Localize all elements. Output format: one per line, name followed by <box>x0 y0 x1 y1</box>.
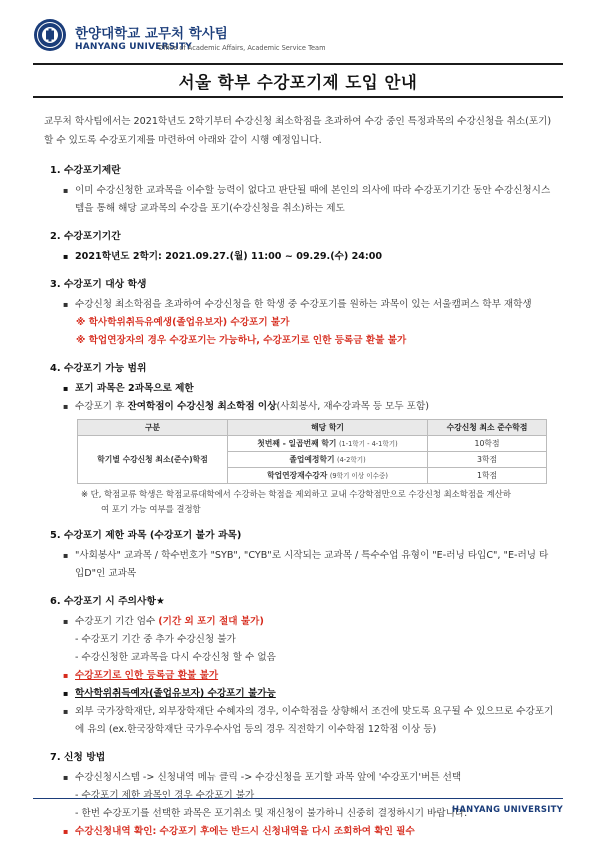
section-7-bullet: ▪ 수강신청시스템 -> 신청내역 메뉴 클릭 -> 수강신청을 포기할 과목 앞에 '수강포기'버튼 선택 <box>44 769 556 787</box>
bullet-2-emphasis: 잔여학점이 수강신청 최소학점 이상 <box>127 401 277 412</box>
section-7 <box>44 747 556 841</box>
table-header: 구분 <box>78 420 228 436</box>
section-3 <box>44 274 556 350</box>
term-detail: (9학기 이상 이수중) <box>329 472 388 480</box>
section-2-bullet: ▪ 2021학년도 2학기: 2021.09.27.(월) 11:00 ~ 09.29.(수) 24:00 <box>44 248 556 266</box>
section-3-warning-2: ※ 학업연장자의 경우 수강포기는 가능하나, 수강포기로 인한 등록금 환불 불가 <box>76 335 407 346</box>
section-1-bullet: ▪ 이미 수강신청한 교과목을 이수할 능력이 없다고 판단될 때에 본인의 의사에 따라 수강포기기간 동안 수강신청시스템을 통해 해당 교과목의 수강을 포기(수강신청을 취소)하는 제도 <box>44 182 556 218</box>
intro-paragraph: 교무처 학사팀에서는 2021학년도 2학기부터 수강신청 최소학점을 초과하여 수강 중인 특정과목의 수강신청을 취소(포기)할 수 있도록 수강포기제를 마련하여 아래와 같이 시행 예정입니다. <box>44 116 552 146</box>
section-4-bullet-2 <box>44 398 556 416</box>
section-4-note-line-1: ※ 단, 학점교류 학생은 학점교류대학에서 수강하는 학점을 제외하고 교내 수강학점만으로 수강신청 최소학점을 계산하 <box>81 489 511 499</box>
section-6-bullet-3: ▪ 학사학위취득예자(졸업유보자) 수강포기 불가능 <box>44 685 556 703</box>
section-7-dash-1: - 수강포기 제한 과목인 경우 수강포기 불가 <box>75 790 255 801</box>
term-detail: (4-2학기) <box>337 456 366 464</box>
table-header: 수강신청 최소 준수학점 <box>428 420 547 436</box>
table-cell-term <box>228 468 428 484</box>
table-header-row <box>78 420 547 436</box>
footer-rule <box>33 798 563 799</box>
table-cell-term <box>228 436 428 452</box>
section-6-bullet-4: ▪ 외부 국가장학재단, 외부장학재단 수혜자의 경우, 이수학점을 상향해서 조건에 맞도록 요구될 수 있으므로 수강포기에 유의 (ex.한국장학재단 국가우수사업 등의 경우 직전학기 이수학점 12학점 이상 등) <box>44 703 556 739</box>
section-4-note-line-2: 여 포기 가능 여부를 결정함 <box>101 504 201 514</box>
table-row <box>78 436 547 452</box>
minimum-credit-table <box>77 419 547 484</box>
table-cell-term <box>228 452 428 468</box>
section-7-title: 7. 신청 방법 <box>50 752 106 763</box>
section-3-bullet: ▪ 수강신청 최소학점을 초과하여 수강신청을 한 학생 중 수강포기를 원하는 과목이 있는 서울캠퍼스 학부 재학생 <box>44 296 556 314</box>
section-4-title: 4. 수강포기 가능 범위 <box>50 363 147 374</box>
section-5 <box>44 525 556 583</box>
title-top-rule <box>33 63 563 65</box>
table-cell-credit: 10학점 <box>428 436 547 452</box>
table-row-label: 학기별 수강신청 최소(준수)학점 <box>78 436 228 484</box>
section-6-title: 6. 수강포기 시 주의사항★ <box>50 596 165 607</box>
section-2 <box>44 226 556 266</box>
bullet-2-suffix: (사회봉사, 재수강과목 등 모두 포함) <box>276 401 429 412</box>
section-4 <box>44 358 556 517</box>
term-name: 졸업예정학기 <box>289 455 335 464</box>
section-1-title: 1. 수강포기제란 <box>50 165 121 176</box>
section-6-dash-1: - 수강포기 기간 중 추가 수강신청 불가 <box>75 634 236 645</box>
term-name: 학업연장재수강자 <box>267 471 328 480</box>
bullet-1-text: 수강포기 기간 엄수 <box>75 616 159 627</box>
section-6-dash-2: - 수강신청한 교과목을 다시 수강신청 할 수 없음 <box>75 652 276 663</box>
org-name-english: HANYANG UNIVERSITY <box>75 42 193 52</box>
university-seal-icon <box>33 18 67 52</box>
org-name-korean: 한양대학교 교무처 학사팀 <box>75 26 228 42</box>
section-6-bullet-2: ▪ 수강포기로 인한 등록금 환불 불가 <box>44 667 556 685</box>
footer-university-name: HANYANG UNIVERSITY <box>452 804 563 814</box>
section-5-bullet: ▪ "사회봉사" 교과목 / 학수번호가 "SYB", "CYB"로 시작되는 교과목 / 특수수업 유형이 "E-러닝 타입C", "E-러닝 타입D"인 교과목 <box>44 547 556 583</box>
bullet-2-prefix: 수강포기 후 <box>75 401 128 412</box>
section-3-title: 3. 수강포기 대상 학생 <box>50 279 147 290</box>
section-6-bullet-1 <box>44 613 556 631</box>
section-7-dash-2: - 한번 수강포기를 선택한 과목은 포기취소 및 재신청이 불가하니 신중히 결정하시기 바랍니다. <box>75 808 468 819</box>
table-cell-credit: 3학점 <box>428 452 547 468</box>
section-6 <box>44 591 556 739</box>
bullet-1-warning: (기간 외 포기 절대 불가) <box>158 616 264 627</box>
term-name: 첫번째 - 일곱번째 학기 <box>257 439 337 448</box>
org-department-english: Office of Academic Affairs, Academic Service Team <box>158 44 326 52</box>
section-5-title: 5. 수강포기 제한 과목 (수강포기 불가 과목) <box>50 530 242 541</box>
term-detail: (1-1학기 - 4-1학기) <box>338 440 398 448</box>
page-title: 서울 학부 수강포기제 도입 안내 <box>178 73 418 92</box>
section-7-warning: ▪ 수강신청내역 확인: 수강포기 후에는 반드시 신청내역을 다시 조회하여 확인 필수 <box>44 823 556 841</box>
title-bottom-rule <box>33 96 563 98</box>
section-1 <box>44 160 556 218</box>
section-3-warning-1: ※ 학사학위취득유예생(졸업유보자) 수강포기 불가 <box>76 317 290 328</box>
table-cell-credit: 1학점 <box>428 468 547 484</box>
section-4-bullet-1: ▪ 포기 과목은 2과목으로 제한 <box>44 380 556 398</box>
document-body <box>44 112 556 841</box>
section-2-title: 2. 수강포기기간 <box>50 231 121 242</box>
table-header: 해당 학기 <box>228 420 428 436</box>
